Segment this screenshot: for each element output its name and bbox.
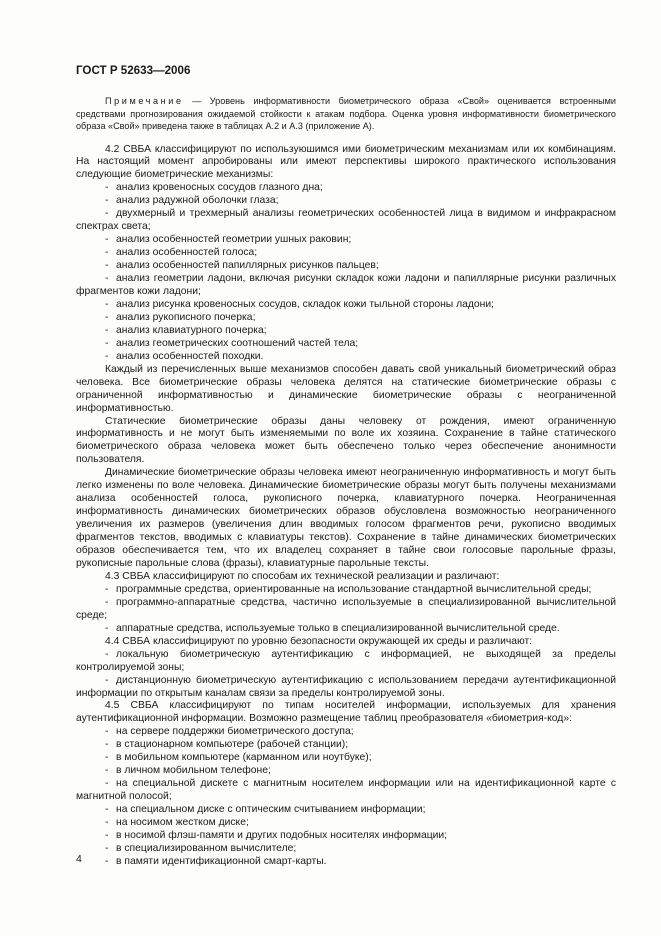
list-item: - в мобильном компьютере (карманном или ноутбуке); [76, 752, 616, 765]
list-item: - анализ кровеносных сосудов глазного дна; [76, 182, 616, 195]
note-paragraph [76, 95, 616, 133]
page-number: 4 [76, 853, 82, 865]
list-item: - двухмерный и трехмерный анализы геометрических особенностей лица в видимом и инфракрасном спектрах света; [76, 208, 616, 234]
list-item: - на специальной дискете с магнитным носителем информации или на идентификационной карте с магнитной полосой; [76, 778, 616, 804]
list-item: - в стационарном компьютере (рабочей станции); [76, 739, 616, 752]
list-item: - локальную биометрическую аутентификацию с информацией, не выходящей за пределы контролируемой зоны; [76, 649, 616, 675]
list-item: - в памяти идентификационной смарт-карты. [76, 856, 616, 869]
list-item: - в носимой флэш-памяти и других подобных носителях информации; [76, 830, 616, 843]
list-item: - программно-аппаратные средства, частично используемые в специализированной вычислительной среде; [76, 597, 616, 623]
paragraph: Статические биометрические образы даны человеку от рождения, имеют ограниченную информативность и не могут быть изменяемыми по воле их хозяина. Сохранение в тайне статического биометрического образа человека может быть обеспечено только через обеспечение анонимности пользователя. [76, 415, 616, 466]
list-item: - на сервере поддержки биометрического доступа; [76, 726, 616, 739]
list-item: - на специальном диске с оптическим считыванием информации; [76, 804, 616, 817]
list-item: - дистанционную биометрическую аутентификацию с использованием передачи аутентификационной информации по открытым каналам связи за пределы контролируемой зоны. [76, 675, 616, 701]
paragraph: 4.2 СВБА классифицируют по используюшимся ими биометрическим механизмам или их комбинациям. На настоящий момент апробированы или имеют перспективы широкого практического использования следующие биометрические механизмы: [76, 143, 616, 181]
list-item: - анализ рукописного почерка; [76, 312, 616, 325]
note-label: Примечание [105, 96, 184, 106]
document-page [76, 64, 616, 869]
paragraph: 4.5 СВБА классифицируют по типам носителей информации, используемых для хранения аутентификационной информации. Возможно размещение таблиц преобразователя «биометрия-код»: [76, 700, 616, 725]
note-text: — Уровень информативности биометрического образа «Свой» оценивается встроенными средствами прогнозирования ожидаемой стойкости к атакам подбора. Оценка уровня информативности биометрического образа «Свой» приведена также в таблицах А.2 и А.3 (приложение А). [76, 96, 616, 131]
document-body [76, 144, 616, 869]
list-item: - анализ геометрии ладони, включая рисунки складок кожи ладони и папиллярные рисунки различных фрагментов кожи ладони; [76, 273, 616, 299]
list-item: - в личном мобильном телефоне; [76, 765, 616, 778]
list-item: - анализ клавиатурного почерка; [76, 325, 616, 338]
document-header: ГОСТ Р 52633—2006 [76, 64, 191, 77]
list-item: - анализ особенностей голоса; [76, 247, 616, 260]
list-item: - анализ радужной оболочки глаза; [76, 195, 616, 208]
list-item: - анализ особенностей папиллярных рисунков пальцев; [76, 260, 616, 273]
list-item: - аппаратные средства, используемые только в специализированной вычислительной среде. [76, 623, 616, 636]
list-item: - на носимом жестком диске; [76, 817, 616, 830]
list-item: - анализ особенностей геометрии ушных раковин; [76, 234, 616, 247]
list-item: - программные средства, ориентированные на использование стандартной вычислительной среды; [76, 584, 616, 597]
paragraph: Динамические биометрические образы человека имеют неограниченную информативность и могут быть легко изменены по воле человека. Динамические биометрические образы могут быть получены механизмами анализа особенностей голоса, рукописного почерка, клавиатурного почерка. Неограниченная информативность динамических биометрических образов обусловлена возможностью неограниченного увеличения их размеров (увеличения длин вводимых голосом фрагментов речи, рукописно вводимых фрагментов текстов, вводимых с клавиатуры текстов). Сохранение в тайне динамических биометрических образов обеспечивается тем, что их владелец сохраняет в тайне свои голосовые парольные фразы, рукописные парольные слова (фразы), клавиатурные парольные тексты. [76, 467, 616, 569]
list-item: - анализ геометрических соотношений частей тела; [76, 338, 616, 351]
paragraph: 4.3 СВБА классифицируют по способам их технической реализации и различают: [105, 570, 500, 582]
paragraph: 4.4 СВБА классифицируют по уровню безопасности окружающей их среды и различают: [105, 635, 533, 647]
note-block [76, 95, 616, 133]
list-item: - в специализированном вычислителе; [76, 843, 616, 856]
paragraph: Каждый из перечисленных выше механизмов способен давать свой уникальный биометрический образ человека. Все биометрические образы человека делятся на статические биометрические образы с ограниченной информативностью и динамические биометрические образы с неограниченной информативностью. [76, 363, 616, 414]
list-item: - анализ особенностей походки. [76, 351, 616, 364]
list-item: - анализ рисунка кровеносных сосудов, складок кожи тыльной стороны ладони; [76, 299, 616, 312]
